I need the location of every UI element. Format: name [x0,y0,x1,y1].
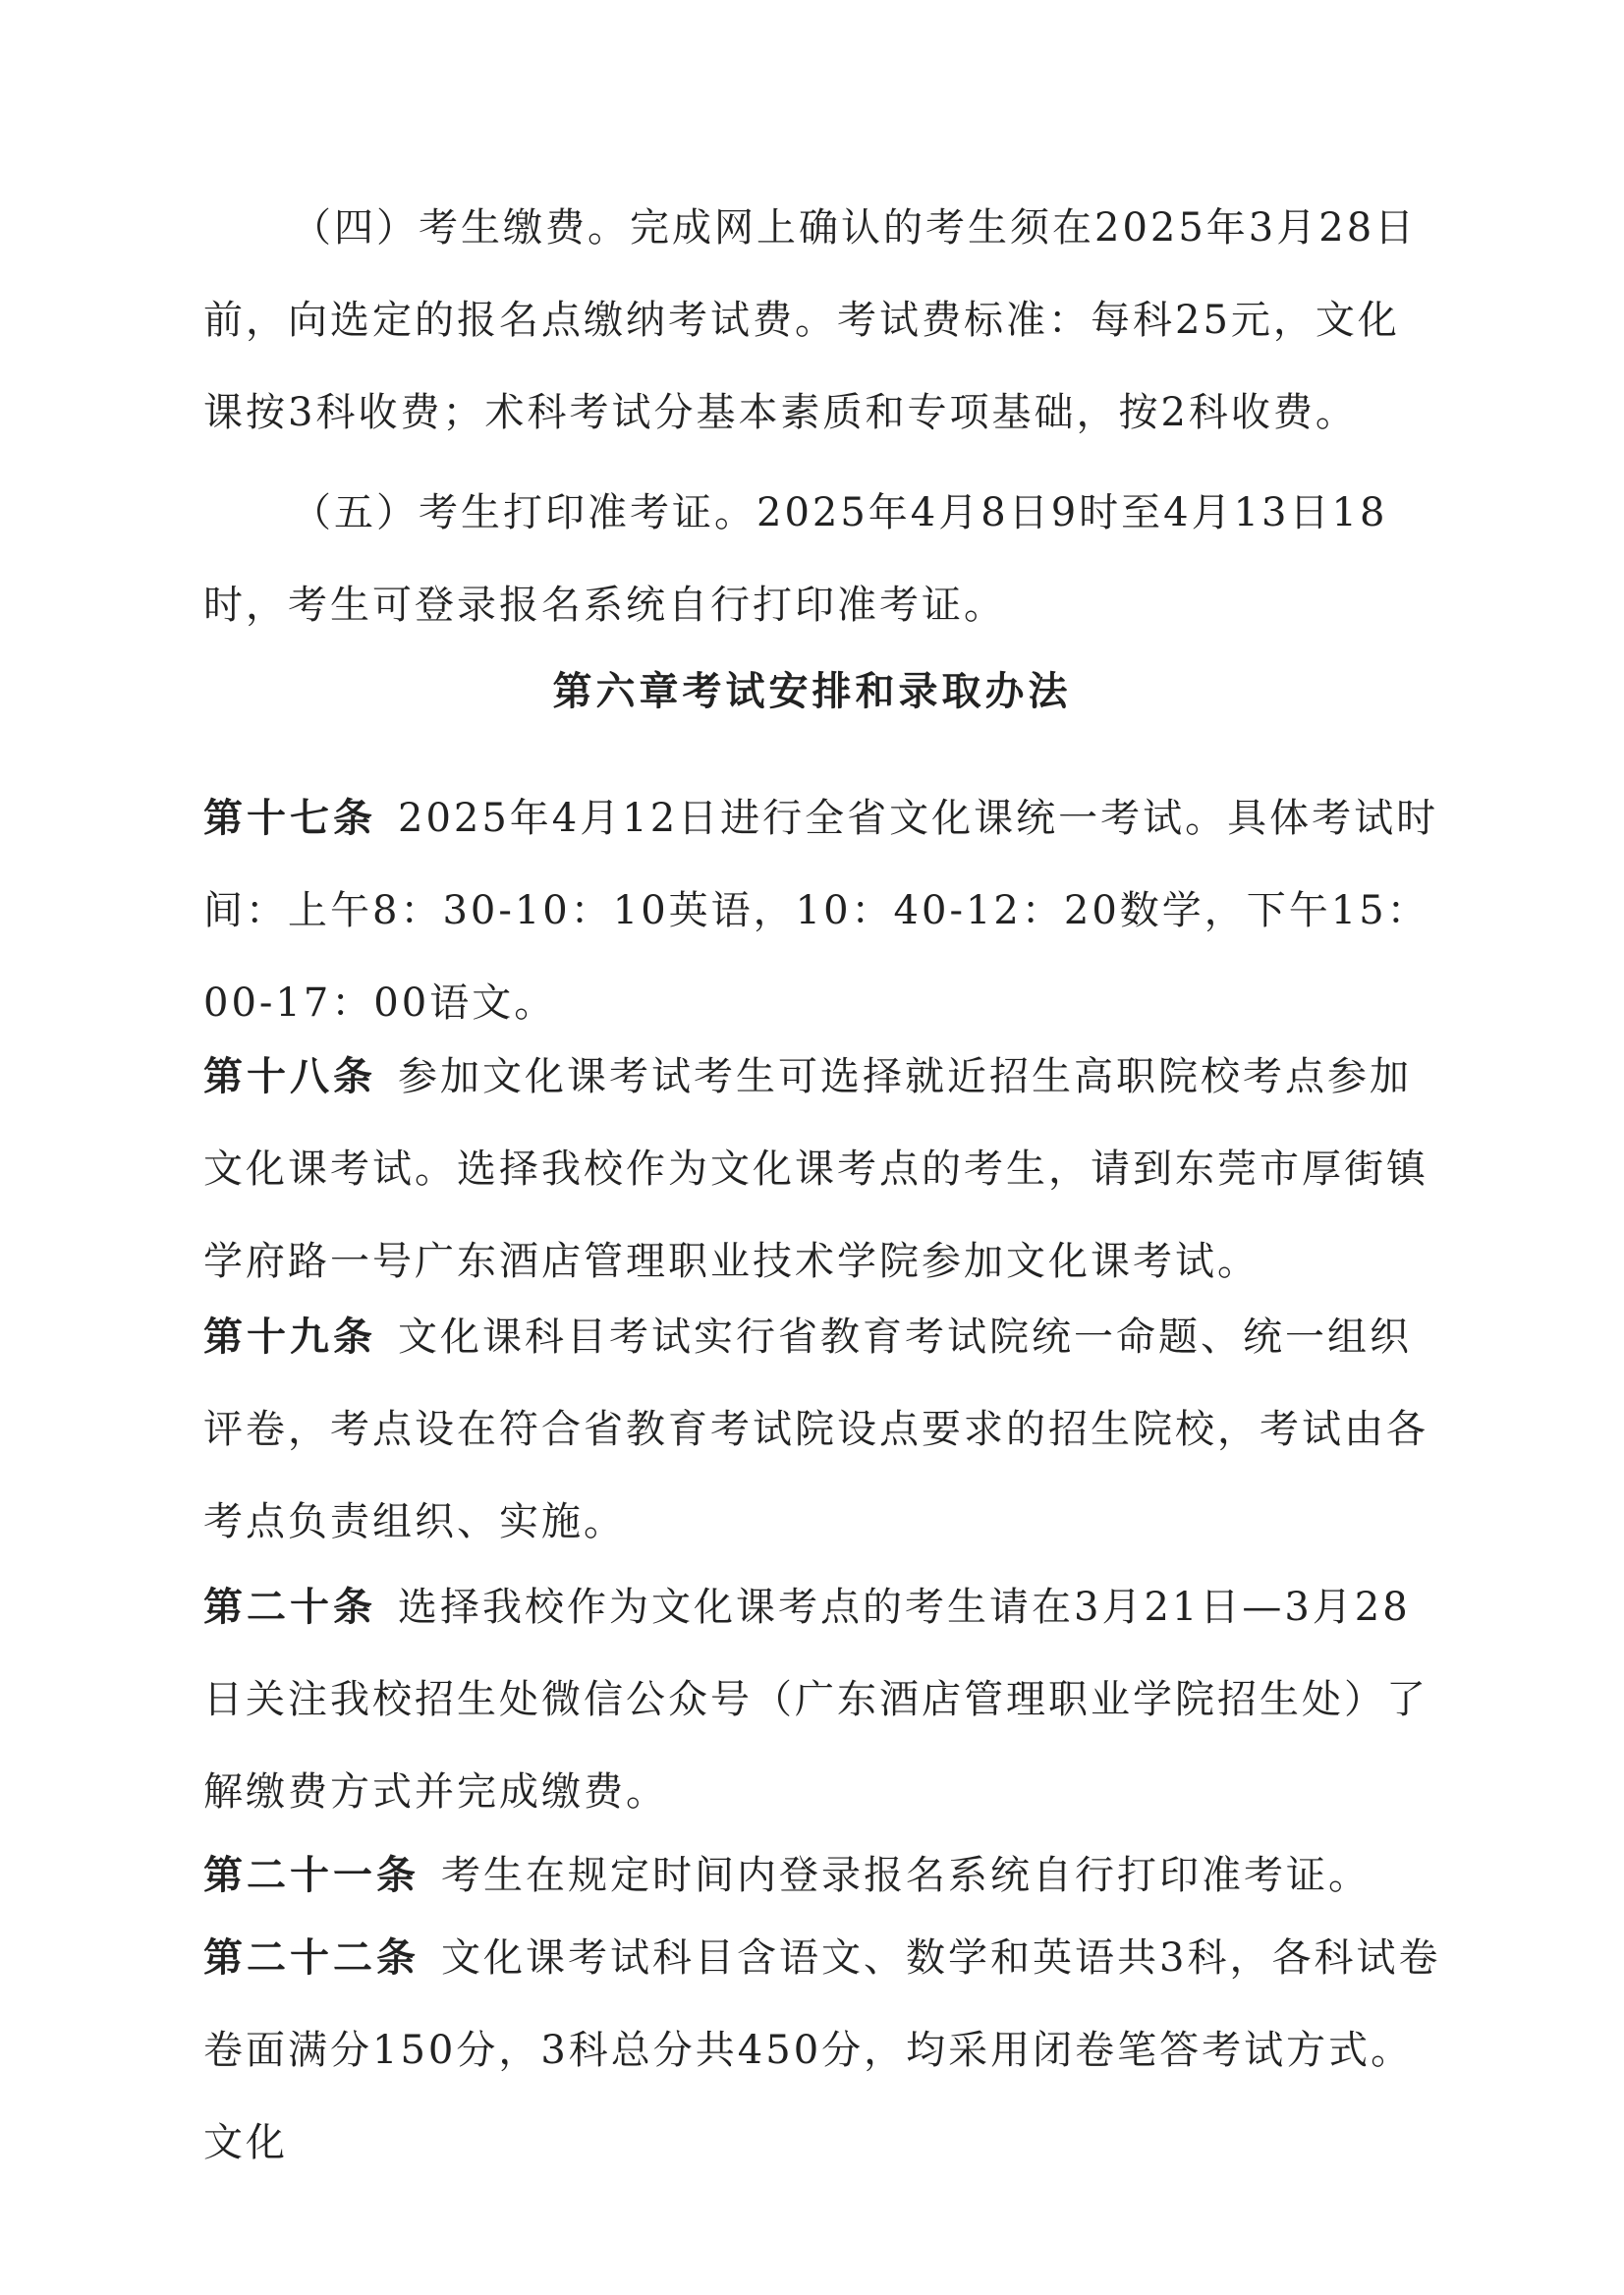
article-22 [203,1912,1441,2189]
article-text: 参加文化课考试考生可选择就近招生高职院校考点参加文化课考试。选择我校作为文化课考点的考生，请到东莞市厚街镇学府路一号广东酒店管理职业技术学院参加文化课考试。 [203,1054,1428,1284]
article-text: 选择我校作为文化课考点的考生请在3月21日—3月28日关注我校招生处微信公众号（广东酒店管理职业学院招生处）了解缴费方式并完成缴费。 [203,1585,1428,1815]
article-20 [203,1561,1441,1838]
article-text: 文化课科目考试实行省教育考试院统一命题、统一组织评卷，考点设在符合省教育考试院设点要求的招生院校，考试由各考点负责组织、实施。 [203,1315,1428,1544]
article-18 [203,1031,1441,1308]
paragraph-payment: （四）考生缴费。完成网上确认的考生须在2025年3月28日前，向选定的报名点缴纳考试费。考试费标准：每科25元，文化课按3科收费；术科考试分基本素质和专项基础，按2科收费。 [203,205,1418,435]
article-text: 考生在规定时间内登录报名系统自行打印准考证。 [441,1853,1371,1898]
article-label: 第十八条 [203,1053,376,1099]
article-label: 第十九条 [203,1314,376,1360]
article-label: 第二十一条 [203,1852,420,1898]
chapter-title: 第六章考试安排和录取办法 [552,668,1072,714]
article-label: 第十七条 [203,795,376,841]
article-17 [203,772,1441,1049]
article-text: 文化课考试科目含语文、数学和英语共3科，各科试卷卷面满分150分，3科总分共450分，均采用闭卷笔答考试方式。文化 [203,1935,1441,2165]
article-text: 2025年4月12日进行全省文化课统一考试。具体考试时间：上午8：30-10：10英语，10：40-12：20数学，下午15：00-17：00语文。 [203,796,1439,1026]
paragraph-admission-ticket: （五）考生打印准考证。2025年4月8日9时至4月13日18时，考生可登录报名系统自行打印准考证。 [203,490,1388,628]
article-label: 第二十条 [203,1584,376,1630]
article-label: 第二十二条 [203,1934,420,1981]
article-19 [203,1291,1441,1568]
article-21 [203,1829,1441,1922]
